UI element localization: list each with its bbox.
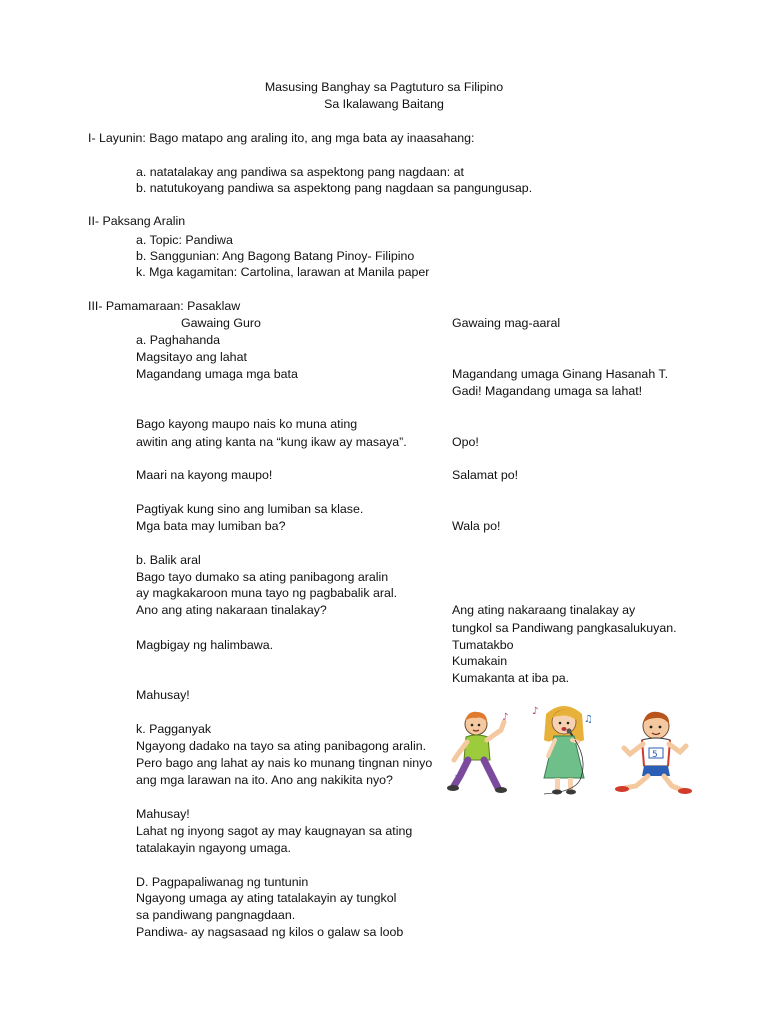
guro-line: D. Pagpapaliwanag ng tuntunin — [136, 875, 309, 889]
mag-aaral-line: Ang ating nakaraang tinalakay ay — [452, 603, 636, 617]
guro-line: awitin ang ating kanta na “kung ikaw ay masaya”. — [136, 435, 407, 449]
mag-aaral-line: Gadi! Magandang umaga sa lahat! — [452, 384, 643, 398]
mag-aaral-line: Tumatakbo — [452, 638, 514, 652]
guro-line: Ngayong umaga ay ating tatalakayin ay tungkol — [136, 891, 397, 905]
mag-aaral-line: Kumakanta at iba pa. — [452, 671, 570, 685]
paksa-topic: a. Topic: Pandiwa — [136, 233, 233, 247]
svg-text:♫: ♫ — [452, 774, 461, 785]
mag-aaral-line: Magandang umaga Ginang Hasanah T. — [452, 367, 669, 381]
guro-line: ay magkakaroon muna tayo ng pagbabalik aral. — [136, 586, 398, 600]
guro-line: tatalakayin ngayong umaga. — [136, 841, 291, 855]
guro-line: Mga bata may lumiban ba? — [136, 519, 286, 533]
guro-line: Maari na kayong maupo! — [136, 468, 273, 482]
guro-line: b. Balik aral — [136, 553, 201, 567]
guro-line: Ano ang ating nakaraan tinalakay? — [136, 603, 327, 617]
guro-line: Pero bago ang lahat ay nais ko munang tingnan ninyo — [136, 756, 433, 770]
mag-aaral-line: tungkol sa Pandiwang pangkasalukuyan. — [452, 621, 677, 635]
layunin-heading: I- Layunin: Bago matapo ang araling ito, ang mga bata ay inaasahang: — [88, 131, 475, 145]
running-boy-illustration — [612, 706, 696, 796]
svg-text:5: 5 — [652, 750, 658, 760]
guro-line: Pagtiyak kung sino ang lumiban sa klase. — [136, 502, 364, 516]
mag-aaral-line: Kumakain — [452, 654, 508, 668]
guro-line: Magandang umaga mga bata — [136, 367, 298, 381]
guro-line: Pandiwa- ay nagsasaad ng kilos o galaw sa loob — [136, 925, 404, 939]
paksa-sanggunian: b. Sanggunian: Ang Bagong Batang Pinoy- Filipino — [136, 249, 415, 263]
doc-title: Masusing Banghay sa Pagtuturo sa Filipino — [264, 80, 504, 94]
paksa-kagamitan: k. Mga kagamitan: Cartolina, larawan at Manila paper — [136, 265, 430, 279]
mag-aaral-line: Opo! — [452, 435, 479, 449]
column-header-guro: Gawaing Guro — [181, 316, 261, 330]
guro-line: Bago kayong maupo nais ko muna ating — [136, 417, 358, 431]
guro-line: Mahusay! — [136, 807, 190, 821]
guro-line: Magsitayo ang lahat — [136, 350, 247, 364]
layunin-item-a: a. natatalakay ang pandiwa sa aspektong pang nagdaan: at — [136, 165, 464, 179]
guro-line: sa pandiwang pangnagdaan. — [136, 908, 296, 922]
guro-line: Bago tayo dumako sa ating panibagong aralin — [136, 570, 389, 584]
column-header-mag-aaral: Gawaing mag-aaral — [452, 316, 561, 330]
dancing-boy-illustration — [446, 704, 518, 796]
svg-text:♪: ♪ — [532, 706, 539, 717]
pamamaraan-heading: III- Pamamaraan: Pasaklaw — [88, 299, 241, 313]
guro-line: a. Paghahanda — [136, 333, 221, 347]
guro-line: Magbigay ng halimbawa. — [136, 638, 274, 652]
guro-line: Ngayong dadako na tayo sa ating panibagong aralin. — [136, 739, 427, 753]
mag-aaral-line: Wala po! — [452, 519, 501, 533]
guro-line: Mahusay! — [136, 688, 190, 702]
guro-line: ang mga larawan na ito. Ano ang nakikita nyo? — [136, 773, 393, 787]
svg-text:♪: ♪ — [502, 712, 509, 723]
mag-aaral-line: Salamat po! — [452, 468, 519, 482]
paksa-heading: II- Paksang Aralin — [88, 214, 186, 228]
doc-subtitle: Sa Ikalawang Baitang — [324, 97, 444, 111]
layunin-item-b: b. natutukoyang pandiwa sa aspektong pang nagdaan sa pangungusap. — [136, 181, 533, 195]
guro-line: k. Pagganyak — [136, 722, 212, 736]
svg-text:♫: ♫ — [584, 714, 593, 725]
guro-line: Lahat ng inyong sagot ay may kaugnayan sa ating — [136, 824, 413, 838]
singing-girl-illustration — [528, 700, 600, 798]
